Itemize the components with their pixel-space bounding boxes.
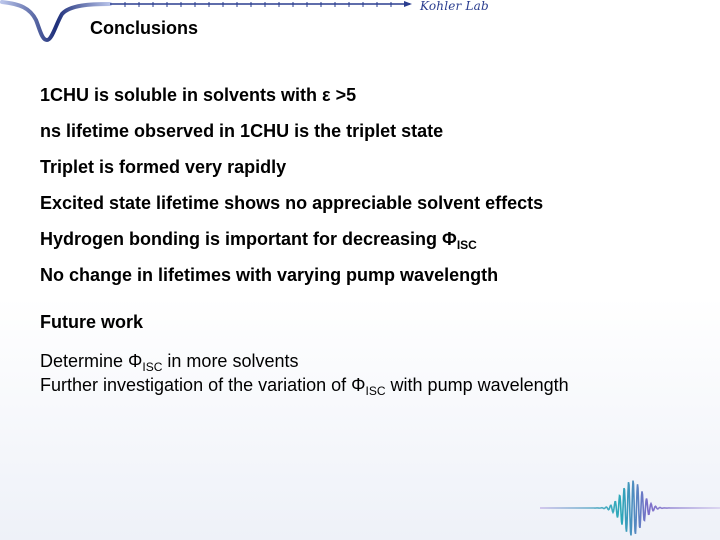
list-item: Triplet is formed very rapidly [40,157,287,177]
conclusions-list [40,84,543,300]
subscript: ISC [365,384,386,398]
future-work-list [40,349,569,397]
future-work-heading: Future work [40,312,144,332]
list-item: ns lifetime observed in 1CHU is the triplet state [40,121,444,141]
list-item: Further investigation of the variation of $\Phi_{ISC}$ with pump wavelength [40,375,569,398]
lab-name: Kohler Lab [420,0,489,13]
list-item: 1CHU is soluble in solvents with ε >5 [40,85,357,105]
page-title: Conclusions [90,18,199,38]
list-item: No change in lifetimes with varying pump wavelength [40,265,499,285]
waveform-icon [540,476,720,540]
list-item: Determine $\Phi_{ISC}$ in more solvents [40,351,299,374]
list-item: Excited state lifetime shows no appreciable solvent effects [40,193,544,213]
list-item: Hydrogen bonding is important for decreasing $\Phi_{ISC}$ [40,229,477,252]
subscript: ISC [142,360,163,374]
subscript: ISC [456,238,477,252]
